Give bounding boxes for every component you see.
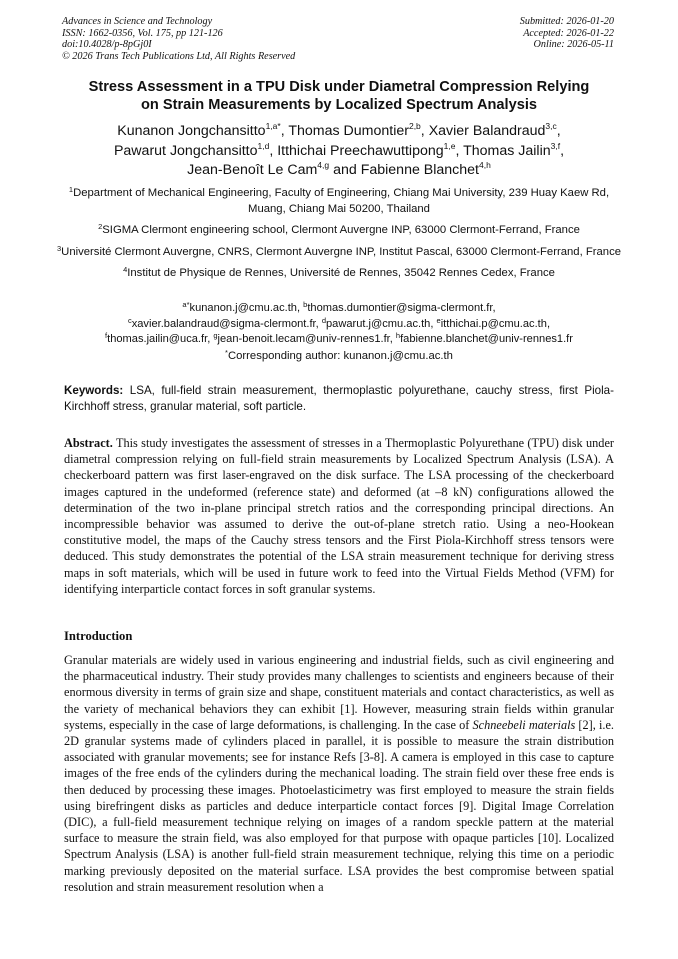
- affiliation-list: [55, 186, 623, 288]
- affiliation-sup: 2: [98, 222, 103, 231]
- author-name: Thomas Dumontier: [288, 123, 409, 139]
- author-sup: 4,h: [479, 160, 491, 170]
- section-heading-introduction: Introduction: [64, 629, 133, 643]
- author: [277, 140, 464, 159]
- email-sep: ,: [207, 333, 214, 345]
- publication-dates: [520, 16, 614, 51]
- author-name: Fabienne Blanchet: [360, 162, 480, 178]
- corresponding-text: Corresponding author: kunanon.j@cmu.ac.th: [227, 350, 453, 362]
- affiliation: [55, 186, 623, 217]
- author: [117, 123, 288, 139]
- author-name: Jean-Benoît Le Cam: [187, 162, 318, 178]
- journal-info: [62, 16, 295, 62]
- email-link[interactable]: kunanon.j@cmu.ac.th: [189, 302, 297, 314]
- email-sup: a*: [182, 300, 190, 309]
- author-name: Itthichai Preechawuttipong: [277, 142, 444, 159]
- email-entry: [303, 302, 495, 314]
- intro-text-part-2: [2], i.e. 2D granular systems made of cylinders placed in parallel, it is possible to measure the strain distribution associated with granular movements; see for instance Refs [3-8]. A camera is employed in this case to capture images of the free ends of the cylinders during the mechanical loading. The strain field over these free ends is then deduced by processing these images. Photoelasticimetry was first employed to measure the strain fields using birefringent disks as particles and deduce interparticle contact forces [9]. Digital Image Correlation (DIC), a full-field measurement technique relying on images of a random speckle pattern at the material surface to measure the strain field, was also employed for that purpose with opaque particles [10]. Localized Spectrum Analysis (LSA) is another full-field strain measurement technique, relying this time on a periodic marking previously deposited on the material surface. LSA provides the best compromise between spatial resolution and strain measurement resolution when a: [64, 717, 614, 894]
- author-name: Thomas Jailin: [463, 142, 551, 159]
- author-sup: 1,a*: [265, 121, 281, 131]
- author-sup: 1,d: [257, 140, 270, 151]
- abstract-label: Abstract.: [64, 436, 113, 450]
- author-sup: 2,b: [408, 121, 421, 131]
- email-sup: h: [395, 331, 401, 340]
- doi-line[interactable]: doi:10.4028/p-8pGj0I: [62, 39, 152, 51]
- keywords-label: Keywords:: [64, 384, 124, 397]
- email-sup: e: [436, 315, 441, 325]
- keywords-text: LSA, full-field strain measurement, thermoplastic polyurethane, cauchy stress, first Piola-Kirchhoff stress, granular material, soft particle.: [64, 384, 614, 413]
- email-sup: d: [321, 315, 326, 325]
- email-link[interactable]: xavier.balandraud@sigma-clermont.fr: [131, 317, 316, 330]
- author: [429, 123, 561, 139]
- email-sup: b: [303, 300, 308, 309]
- affiliation-text: Université Clermont Auvergne, CNRS, Clermont Auvergne INP, Institut Pascal, 63000 Clermont-Ferrand, France: [61, 245, 622, 258]
- email-entry: [105, 333, 213, 345]
- email-list: [40, 301, 638, 348]
- email-entry: [396, 333, 573, 345]
- affiliation-sup: 4: [123, 265, 128, 274]
- affiliation: [55, 266, 623, 282]
- intro-text-part-1: Granular materials are widely used in various engineering and industrial fields, such as civil engineering and the pharmaceutical industry. Their study provides many challenges to scientists and engineers because of their enormous diversity in terms of grain size and shape, constituent materials and contact characteristics, as well as the variety of mechanical behaviors they can exhibit [1]. However, measuring strain fields within granular systems, especially in the case of large deformations, is challenging. In the case of: [64, 653, 614, 732]
- author-list: [40, 122, 638, 181]
- affiliation-sup: 1: [68, 185, 74, 194]
- author-sep: ,: [280, 123, 289, 139]
- author: [288, 123, 428, 139]
- copyright-line: © 2026 Trans Tech Publications Ltd, All Rights Reserved: [62, 50, 296, 62]
- author-sep: ,: [269, 142, 278, 159]
- affiliation-text: Institut de Physique de Rennes, Université de Rennes, 35042 Rennes Cedex, France: [127, 267, 555, 279]
- email-link[interactable]: fabienne.blanchet@univ-rennes1.fr: [400, 333, 573, 345]
- author: [361, 162, 491, 178]
- intro-italic-term: Schneebeli materials: [472, 717, 576, 732]
- author-sep: ,: [560, 142, 565, 159]
- email-entry: [436, 315, 551, 330]
- email-sep: ,: [492, 302, 496, 314]
- email-link[interactable]: thomas.jailin@uca.fr: [107, 333, 208, 345]
- email-link[interactable]: itthichai.p@cmu.ac.th: [440, 317, 547, 330]
- email-entry: [213, 333, 396, 345]
- email-link[interactable]: jean-benoit.lecam@univ-rennes1.fr: [217, 333, 390, 345]
- email-sep: ,: [315, 317, 322, 330]
- author-sep: ,: [455, 142, 464, 159]
- introduction-body: [64, 652, 614, 895]
- email-link[interactable]: pawarut.j@cmu.ac.th: [325, 317, 431, 330]
- journal-name: Advances in Science and Technology: [62, 16, 213, 27]
- author: [187, 162, 361, 178]
- email-sep: ,: [296, 302, 304, 314]
- accepted-date: Accepted: 2026-01-22: [523, 27, 614, 39]
- author-name: Xavier Balandraud: [428, 123, 546, 139]
- corresponding-sup: *: [225, 348, 228, 357]
- author-name: Kunanon Jongchansitto: [117, 123, 266, 139]
- author: [463, 140, 565, 159]
- affiliation-text: SIGMA Clermont engineering school, Clermont Auvergne INP, 63000 Clermont-Ferrand, France: [102, 224, 580, 236]
- title-line-1: Stress Assessment in a TPU Disk under Diametral Compression Relying: [88, 79, 590, 95]
- email-entry: [127, 315, 322, 330]
- affiliation-text: Department of Mechanical Engineering, Faculty of Engineering, Chiang Mai University, 239 Huay Kaew Rd, Muang, Chiang Mai 50200, Thailand: [73, 187, 610, 215]
- online-date: Online: 2026-05-11: [533, 39, 614, 51]
- abstract-text: This study investigates the assessment of stresses in a Thermoplastic Polyurethane (TPU) disk under diametral compression relying on full-field strain measurements by Localized Spectrum Analysis (LSA). A checkerboard pattern was first laser-engraved on the disk surface. The LSA processing of the checkerboard images captured in the undeformed (reference state) and deformed (at –8 kN) configurations allowed the determination of the two in-plane principal stretch ratios and the corresponding principal directions. An incompressible behavior was assumed to derive the out-of-plane stretch ratio. Using a neo-Hookean constitutive model, the maps of the Cauchy stress tensors and the First Piola-Kirchhoff stress tensors were deduced. This study demonstrates the potential of the LSA strain measurement technique for deriving stress maps in soft materials, which will be used in future work to feed into the Virtual Fields Method (VFM) for identifying interparticle contact forces in soft granular systems.: [64, 436, 615, 596]
- email-entry: [321, 315, 437, 330]
- affiliation: [55, 223, 623, 239]
- email-sep: ,: [430, 317, 437, 330]
- issn-line: ISSN: 1662-0356, Vol. 175, pp 121-126: [62, 27, 223, 39]
- author-sup: 3,f: [550, 140, 561, 151]
- author-sup: 4,g: [317, 160, 330, 170]
- email-sup: g: [213, 331, 218, 340]
- email-link[interactable]: thomas.dumontier@sigma-clermont.fr: [307, 302, 493, 314]
- email-sup: c: [127, 315, 132, 325]
- author-name: Pawarut Jongchansitto: [113, 142, 258, 159]
- author: [113, 140, 278, 159]
- email-sup: f: [105, 331, 108, 340]
- author-sup: 3,c: [545, 121, 557, 131]
- email-entry: [182, 302, 303, 314]
- author-sup: 1,e: [443, 140, 456, 151]
- submitted-date: Submitted: 2026-01-20: [519, 16, 614, 27]
- journal-header: [62, 16, 614, 64]
- author-sep: ,: [556, 123, 561, 139]
- keywords-block: [64, 383, 614, 414]
- email-sep: ,: [546, 317, 551, 330]
- affiliation: [55, 245, 623, 261]
- paper-title: [50, 78, 628, 114]
- title-line-2: on Strain Measurements by Localized Spectrum Analysis: [140, 97, 538, 113]
- email-sep: ,: [389, 333, 396, 345]
- corresponding-author: [40, 349, 638, 364]
- author-sep: ,: [420, 123, 429, 139]
- affiliation-sup: 3: [56, 243, 62, 253]
- author-sep: and: [329, 162, 361, 178]
- abstract-block: [64, 435, 614, 597]
